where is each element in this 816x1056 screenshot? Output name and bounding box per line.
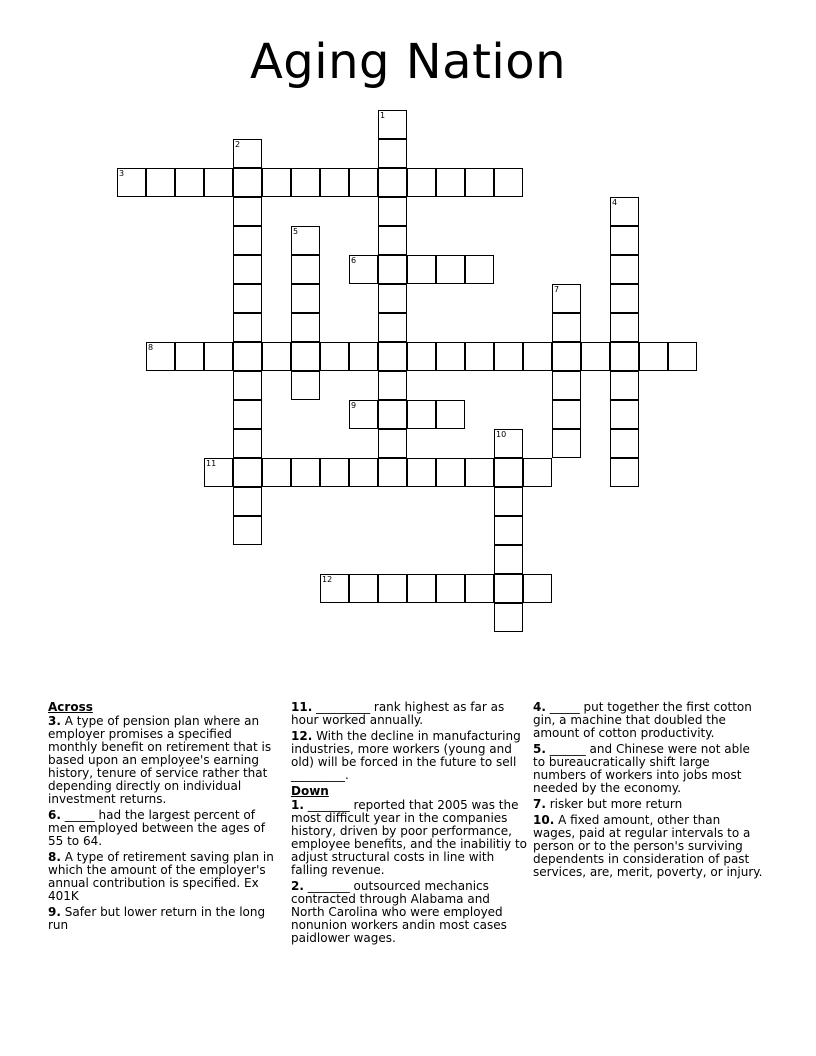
clue: [48, 851, 280, 903]
grid-cell[interactable]: [552, 342, 581, 371]
clue-number-label: 9.: [48, 905, 61, 919]
grid-cell[interactable]: [291, 284, 320, 313]
clue-text: With the decline in manufacturing industries, more workers (young and old) will be forced in the future to sell _________.: [291, 729, 521, 782]
clue-number-label: 6.: [48, 808, 61, 822]
grid-cell[interactable]: [262, 458, 291, 487]
grid-cell[interactable]: [523, 458, 552, 487]
clue-number: 5: [293, 227, 299, 236]
grid-cell[interactable]: [349, 400, 378, 429]
grid-cell[interactable]: [407, 574, 436, 603]
grid-cell[interactable]: [610, 371, 639, 400]
grid-cell[interactable]: [610, 226, 639, 255]
grid-cell[interactable]: [378, 458, 407, 487]
grid-cell[interactable]: [349, 458, 378, 487]
grid-cell[interactable]: [378, 284, 407, 313]
grid-cell[interactable]: [610, 429, 639, 458]
grid-cell[interactable]: [494, 342, 523, 371]
grid-cell[interactable]: [552, 284, 581, 313]
grid-cell[interactable]: [378, 226, 407, 255]
grid-cell[interactable]: [610, 313, 639, 342]
grid-cell[interactable]: [117, 168, 146, 197]
grid-cell[interactable]: [320, 458, 349, 487]
grid-cell[interactable]: [436, 574, 465, 603]
grid-cell[interactable]: [233, 429, 262, 458]
grid-cell[interactable]: [378, 342, 407, 371]
grid-cell[interactable]: [349, 168, 378, 197]
clue: [291, 799, 527, 877]
clue-number: 12: [322, 575, 333, 584]
grid-cell[interactable]: [378, 139, 407, 168]
clue-column-1: [48, 701, 280, 935]
grid-cell[interactable]: [639, 342, 668, 371]
grid-cell[interactable]: [233, 197, 262, 226]
across-clue-list: [48, 715, 280, 932]
clue-number: 7: [554, 285, 560, 294]
clue-number: 3: [119, 169, 125, 178]
clue-number-label: 3.: [48, 714, 61, 728]
grid-cell[interactable]: [175, 168, 204, 197]
grid-cell[interactable]: [523, 574, 552, 603]
clue: [291, 701, 527, 727]
grid-cell[interactable]: [523, 342, 552, 371]
grid-cell[interactable]: [465, 458, 494, 487]
clue-text: _______ outsourced mechanics contracted through Alabama and North Carolina who were employed nonunion workers andin most cases paidlower wages.: [291, 879, 507, 945]
grid-cell[interactable]: [233, 371, 262, 400]
clue-text: A type of pension plan where an employer promises a specified monthly benefit on retirement that is based upon an employee's earning history, tenure of service rather that depending directly on individual investment returns.: [48, 714, 272, 806]
grid-cell[interactable]: [552, 371, 581, 400]
grid-cell[interactable]: [407, 400, 436, 429]
clue: [533, 743, 763, 795]
grid-cell[interactable]: [552, 313, 581, 342]
clue-column-3: [533, 701, 763, 882]
clue: [48, 715, 280, 806]
grid-cell[interactable]: [581, 342, 610, 371]
clue-number: 9: [351, 401, 357, 410]
across-clue-list-continued: [291, 701, 527, 782]
grid-cell[interactable]: [233, 516, 262, 545]
clue-text: _______ reported that 2005 was the most difficult year in the companies history, driven by poor performance, employee benefits, and the inabilitiy to adjust structural costs in line with falling revenue.: [291, 798, 527, 877]
clue: [291, 730, 527, 782]
grid-cell[interactable]: [291, 458, 320, 487]
grid-cell[interactable]: [436, 458, 465, 487]
clue-number-label: 12.: [291, 729, 313, 743]
grid-cell[interactable]: [610, 197, 639, 226]
clue: [291, 880, 527, 945]
grid-cell[interactable]: [407, 342, 436, 371]
clue-text: A type of retirement saving plan in which the amount of the employer's annual contribution is specified. Ex 401K: [48, 850, 274, 903]
grid-cell[interactable]: [204, 168, 233, 197]
grid-cell[interactable]: [610, 255, 639, 284]
clue-number-label: 4.: [533, 700, 546, 714]
clue-text: A fixed amount, other than wages, paid at regular intervals to a person or to the person's surviving dependents in consideration of past services, are, merit, poverty, or injury.: [533, 813, 763, 879]
grid-cell[interactable]: [349, 342, 378, 371]
grid-cell[interactable]: [233, 139, 262, 168]
grid-cell[interactable]: [610, 400, 639, 429]
grid-cell[interactable]: [436, 342, 465, 371]
clue: [533, 798, 763, 811]
grid-cell[interactable]: [204, 342, 233, 371]
clue-number: 8: [148, 343, 154, 352]
grid-cell[interactable]: [320, 342, 349, 371]
clue-number-label: 1.: [291, 798, 304, 812]
grid-cell[interactable]: [233, 226, 262, 255]
grid-cell[interactable]: [494, 545, 523, 574]
grid-cell[interactable]: [291, 342, 320, 371]
grid-cell[interactable]: [465, 168, 494, 197]
grid-cell[interactable]: [291, 371, 320, 400]
grid-cell[interactable]: [204, 458, 233, 487]
grid-cell[interactable]: [407, 168, 436, 197]
down-heading: Down: [291, 784, 329, 798]
puzzle-title: Aging Nation: [249, 34, 567, 90]
grid-cell[interactable]: [407, 458, 436, 487]
grid-cell[interactable]: [407, 255, 436, 284]
grid-cell[interactable]: [262, 342, 291, 371]
clue-number-label: 5.: [533, 742, 546, 756]
grid-cell[interactable]: [610, 284, 639, 313]
grid-cell[interactable]: [233, 342, 262, 371]
grid-cell[interactable]: [465, 574, 494, 603]
clue-number: 10: [496, 430, 507, 439]
grid-cell[interactable]: [378, 255, 407, 284]
clue-number: 6: [351, 256, 357, 265]
clue-text: _____ had the largest percent of men employed between the ages of 55 to 64.: [48, 808, 265, 848]
grid-cell[interactable]: [494, 487, 523, 516]
down-clue-list-continued: [533, 701, 763, 879]
grid-cell[interactable]: [291, 313, 320, 342]
clue-column-2: [291, 701, 527, 948]
grid-cell[interactable]: [233, 458, 262, 487]
grid-cell[interactable]: [233, 487, 262, 516]
grid-cell[interactable]: [146, 342, 175, 371]
clue-number-label: 10.: [533, 813, 555, 827]
grid-cell[interactable]: [291, 226, 320, 255]
grid-cell[interactable]: [175, 342, 204, 371]
grid-cell[interactable]: [378, 429, 407, 458]
clue-number-label: 8.: [48, 850, 61, 864]
grid-cell[interactable]: [494, 168, 523, 197]
grid-cell[interactable]: [668, 342, 697, 371]
clue-text: _________ rank highest as far as hour worked annually.: [291, 700, 505, 727]
grid-cell[interactable]: [320, 574, 349, 603]
clue-number: 11: [206, 459, 217, 468]
grid-cell[interactable]: [320, 168, 349, 197]
clue-number-label: 11.: [291, 700, 313, 714]
grid-cell[interactable]: [262, 168, 291, 197]
grid-cell[interactable]: [494, 516, 523, 545]
grid-cell[interactable]: [552, 400, 581, 429]
grid-cell[interactable]: [436, 255, 465, 284]
grid-cell[interactable]: [233, 400, 262, 429]
grid-cell[interactable]: [494, 574, 523, 603]
grid-cell[interactable]: [436, 400, 465, 429]
clue: [48, 809, 280, 848]
clue-text: ______ and Chinese were not able to bureaucratically shift large numbers of workers into jobs most needed by the economy.: [533, 742, 750, 795]
grid-cell[interactable]: [610, 342, 639, 371]
grid-cell[interactable]: [378, 110, 407, 139]
grid-cell[interactable]: [436, 168, 465, 197]
across-heading: Across: [48, 700, 93, 714]
grid-cell[interactable]: [233, 284, 262, 313]
grid-cell[interactable]: [291, 168, 320, 197]
grid-cell[interactable]: [378, 313, 407, 342]
grid-cell[interactable]: [494, 458, 523, 487]
clue-text: _____ put together the first cotton gin, a machine that doubled the amount of cotton productivity.: [533, 700, 752, 740]
clue: [533, 701, 763, 740]
grid-cell[interactable]: [610, 458, 639, 487]
clue-number: 2: [235, 140, 241, 149]
clue: [48, 906, 280, 932]
grid-cell[interactable]: [378, 197, 407, 226]
clue-number: 4: [612, 198, 618, 207]
grid-cell[interactable]: [378, 400, 407, 429]
grid-cell[interactable]: [146, 168, 175, 197]
clue-number: 1: [380, 111, 386, 120]
grid-cell[interactable]: [378, 168, 407, 197]
grid-cell[interactable]: [349, 574, 378, 603]
grid-cell[interactable]: [349, 255, 378, 284]
clue-text: Safer but lower return in the long run: [48, 905, 266, 932]
grid-cell[interactable]: [378, 574, 407, 603]
clue-number-label: 2.: [291, 879, 304, 893]
clue-text: risker but more return: [545, 797, 683, 811]
grid-cell[interactable]: [378, 371, 407, 400]
down-clue-list: [291, 799, 527, 945]
clue-number-label: 7.: [533, 797, 546, 811]
grid-cell[interactable]: [494, 429, 523, 458]
grid-cell[interactable]: [233, 255, 262, 284]
grid-cell[interactable]: [233, 313, 262, 342]
grid-cell[interactable]: [494, 603, 523, 632]
grid-cell[interactable]: [291, 255, 320, 284]
grid-cell[interactable]: [233, 168, 262, 197]
grid-cell[interactable]: [465, 342, 494, 371]
grid-cell[interactable]: [465, 255, 494, 284]
grid-cell[interactable]: [552, 429, 581, 458]
clue: [533, 814, 763, 879]
